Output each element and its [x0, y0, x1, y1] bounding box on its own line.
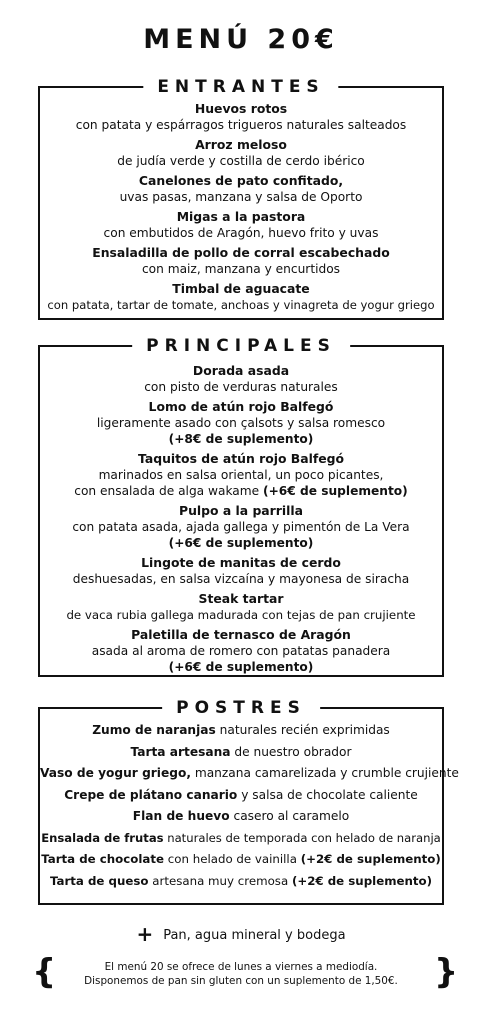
supplement-label: (+6€ de suplemento) [168, 536, 314, 550]
postres-section [38, 698, 459, 905]
dish-description-text: con ensalada de alga wakame [74, 484, 260, 498]
menu-item [40, 101, 442, 133]
dish-name: Pulpo a la parrilla [179, 503, 303, 518]
dish-name: Migas a la pastora [176, 209, 306, 224]
supplement-label: (+6€ de suplemento) [263, 484, 408, 498]
dish-description: de judía verde y costilla de cerdo ibérico [117, 154, 365, 168]
dessert-item [40, 849, 442, 871]
right-brace-icon: } [434, 952, 459, 992]
menu-title: MENÚ 20€ [143, 24, 339, 55]
dessert-item [40, 763, 459, 785]
dish-description-line2 [40, 483, 442, 499]
dish-name: Steak tartar [198, 591, 284, 606]
dessert-name: Crepe de plátano canario [64, 787, 238, 802]
dish-name: Lingote de manitas de cerdo [141, 555, 341, 570]
dish-name: Dorada asada [192, 363, 290, 378]
dish-description: con patata, tartar de tomate, anchoas y vinagreta de yogur griego [47, 298, 435, 312]
dish-description: marinados en salsa oriental, un poco picantes, [98, 468, 384, 482]
dessert-name: Tarta de queso [49, 873, 149, 888]
dessert-description: y salsa de chocolate caliente [241, 787, 418, 802]
dessert-item [40, 720, 442, 742]
dessert-name: Ensalada de frutas [41, 830, 164, 845]
principales-section [38, 336, 444, 677]
dessert-item [40, 785, 442, 807]
left-brace-icon: { [32, 952, 57, 992]
dessert-description: de nuestro obrador [234, 744, 352, 759]
entrantes-section [38, 77, 444, 320]
dish-description: ligeramente asado con çalsots y salsa romesco [96, 416, 386, 430]
dish-name: Timbal de aguacate [172, 281, 310, 296]
dessert-item [40, 828, 442, 850]
dish-description: con patata asada, ajada gallega y pimentón de La Vera [72, 520, 410, 534]
menu-item [40, 173, 442, 205]
dessert-item [40, 742, 442, 764]
dish-name: Taquitos de atún rojo Balfegó [137, 451, 345, 466]
postres-heading: POSTRES [162, 697, 320, 719]
menu-item [40, 591, 442, 623]
dish-name: Huevos rotos [194, 101, 288, 116]
menu-item [40, 503, 442, 551]
dessert-name: Flan de huevo [132, 809, 230, 823]
extras-line [0, 922, 482, 946]
dish-description: uvas pasas, manzana y salsa de Oporto [119, 190, 363, 204]
dessert-name: Tarta artesana [130, 744, 231, 759]
plus-icon: + [136, 922, 154, 946]
dessert-name: Zumo de naranjas [92, 723, 216, 737]
menu-item [40, 555, 442, 587]
supplement-label: (+6€ de suplemento) [168, 660, 314, 674]
dish-name: Ensaladilla de pollo de corral escabechado [92, 245, 390, 260]
dessert-description: naturales recién exprimidas [219, 723, 390, 737]
dish-description: con pisto de verduras naturales [144, 380, 338, 394]
menu-item [40, 451, 442, 499]
dessert-description: manzana camarelizada y crumble crujiente [194, 766, 459, 780]
dish-name: Paletilla de ternasco de Aragón [131, 627, 351, 642]
dessert-description: naturales de temporada con helado de naranja [167, 830, 441, 845]
footer-note [0, 960, 482, 988]
dessert-name: Tarta de chocolate [41, 852, 165, 866]
dish-description: asada al aroma de romero con patatas panadera [91, 644, 391, 658]
dish-name: Lomo de atún rojo Balfegó [148, 399, 334, 414]
menu-item [40, 627, 442, 675]
dish-description: con maiz, manzana y encurtidos [141, 262, 341, 276]
menu-item [40, 137, 442, 169]
dessert-item [40, 806, 442, 828]
dessert-description: artesana muy cremosa [152, 873, 289, 888]
dessert-name: Vaso de yogur griego, [40, 766, 191, 780]
dessert-description: con helado de vainilla [167, 852, 297, 866]
extras-text: Pan, agua mineral y bodega [163, 928, 346, 943]
dish-description: con patata y espárragos trigueros naturales salteados [75, 118, 407, 132]
supplement-label: (+2€ de suplemento) [291, 873, 433, 888]
note-line-2: Disponemos de pan sin gluten con un suplemento de 1,50€. [84, 975, 398, 987]
menu-item [40, 281, 442, 313]
dish-description: de vaca rubia gallega madurada con tejas de pan crujiente [66, 608, 416, 622]
principales-heading: PRINCIPALES [132, 335, 350, 357]
dish-name: Canelones de pato confitado, [138, 173, 344, 188]
note-line-1: El menú 20 se ofrece de lunes a viernes a mediodía. [104, 961, 378, 973]
entrantes-heading: ENTRANTES [143, 76, 338, 98]
dish-description: deshuesadas, en salsa vizcaína y mayonesa de siracha [72, 572, 410, 586]
supplement-label: (+8€ de suplemento) [168, 432, 314, 446]
menu-item [40, 245, 442, 277]
dish-description: con embutidos de Aragón, huevo frito y uvas [103, 226, 379, 240]
menu-item [40, 363, 442, 395]
menu-item [40, 399, 442, 447]
supplement-label: (+2€ de suplemento) [300, 852, 441, 866]
dessert-item [40, 871, 442, 893]
menu-item [40, 209, 442, 241]
dish-name: Arroz meloso [195, 137, 287, 152]
dessert-description: casero al caramelo [233, 809, 350, 823]
